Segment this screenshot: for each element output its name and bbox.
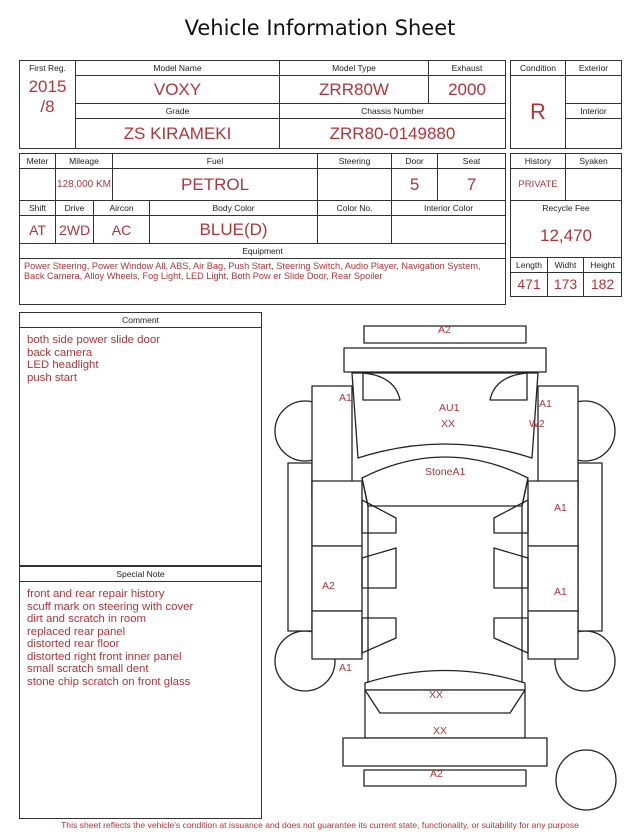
color-no-label: Color No. — [318, 201, 392, 216]
right-rear-door-upper — [528, 546, 578, 611]
comment-line: back camera — [27, 346, 93, 359]
width-label: Widht — [548, 257, 584, 272]
special-note-line: distorted right front inner panel — [27, 650, 182, 663]
damage-left-front-fender: A1 — [339, 392, 352, 404]
seat-value: 7 — [438, 169, 506, 201]
first-reg-month: /8 — [40, 97, 55, 116]
recycle-fee-value: 12,470 — [511, 215, 622, 257]
seat-label: Seat — [438, 154, 506, 169]
left-rear-door-upper — [312, 546, 362, 611]
length-label: Length — [511, 257, 548, 272]
condition-table — [510, 60, 622, 149]
comment-line: LED headlight — [27, 359, 99, 371]
shift-value: AT — [20, 216, 56, 244]
height-label: Height — [584, 257, 622, 272]
rear-bumper-shape — [364, 770, 526, 786]
fuel-label: Fuel — [113, 154, 318, 169]
damage-tailgate: XX — [433, 725, 448, 737]
rear-glass-shape — [365, 671, 525, 691]
syaken-label: Syaken — [566, 154, 622, 169]
equipment-value: Power Steering, Power Window All, ABS, Air Bag, Push Start, Steering Switch, Audio Player, Navigation System, Back Camera, Alloy Wheels, Fog Light, LED Light, Both Pow er Slide Door, Rear Spoiler — [20, 259, 506, 305]
exterior-value — [566, 76, 622, 104]
aircon-label: Aircon — [94, 201, 150, 216]
left-side-strip — [288, 463, 312, 631]
drive-value: 2WD — [56, 216, 94, 244]
condition-label: Condition — [511, 61, 566, 76]
comment-line: push start — [27, 371, 78, 384]
interior-value — [566, 119, 622, 149]
special-note-line: dirt and scratch in room — [27, 613, 147, 625]
car-damage-diagram — [270, 318, 620, 818]
spare-wheel — [556, 750, 616, 810]
rear-panel-shape — [343, 738, 547, 766]
damage-windshield: StoneA1 — [425, 466, 466, 478]
grade-value: ZS KIRAMEKI — [76, 119, 280, 149]
door-value: 5 — [392, 169, 438, 201]
model-name-label: Model Name — [76, 61, 280, 76]
damage-right-front-door: A1 — [554, 502, 567, 514]
history-table — [510, 153, 622, 297]
special-note-line: stone chip scratch on front glass — [27, 675, 191, 688]
comment-list — [20, 328, 261, 390]
width-value: 173 — [548, 272, 584, 296]
meter-value — [20, 169, 56, 201]
disclaimer-footer: This sheet reflects the vehicle's condition at issuance and does not guarantee its current state, functionality, or suitability for any purpose — [61, 820, 579, 830]
damage-right-front-fender-2: W2 — [529, 418, 545, 430]
page-title: Vehicle Information Sheet — [184, 16, 456, 40]
first-reg-label: First Reg. — [29, 63, 66, 73]
drive-label: Drive — [56, 201, 94, 216]
model-name-value: VOXY — [76, 76, 280, 104]
fuel-value: PETROL — [113, 169, 318, 201]
right-front-door — [528, 481, 578, 546]
aircon-value: AC — [94, 216, 150, 244]
damage-hood-au1: AU1 — [439, 402, 460, 414]
damage-right-rear-door: A1 — [554, 586, 567, 598]
history-label: History — [511, 154, 566, 169]
body-color-value: BLUE(D) — [150, 216, 318, 244]
interior-color-value — [392, 216, 506, 244]
left-front-door — [312, 481, 362, 546]
left-rear-door-lower — [312, 611, 362, 659]
model-type-label: Model Type — [280, 61, 429, 76]
body-color-label: Body Color — [150, 201, 318, 216]
interior-color-label: Interior Color — [392, 201, 506, 216]
recycle-fee-label: Recycle Fee — [511, 201, 622, 216]
right-side-strip — [578, 463, 602, 631]
comment-label: Comment — [20, 313, 261, 328]
damage-hood-xx: XX — [441, 418, 456, 430]
syaken-value — [566, 169, 622, 201]
mileage-label: Mileage — [56, 154, 113, 169]
steering-label: Steering — [318, 154, 392, 169]
grade-label: Grade — [76, 104, 280, 119]
special-note-list — [20, 582, 261, 694]
exhaust-label: Exhaust — [429, 61, 506, 76]
special-note-panel — [19, 566, 262, 819]
damage-left-rear-fender: A1 — [339, 662, 352, 674]
meter-label: Meter — [20, 154, 56, 169]
history-value: PRIVATE — [511, 169, 566, 201]
damage-left-rear-door: A2 — [322, 580, 335, 592]
comment-panel — [19, 312, 262, 566]
color-no-value — [318, 216, 392, 244]
length-value: 471 — [511, 272, 548, 296]
door-label: Door — [392, 154, 438, 169]
exterior-label: Exterior — [566, 61, 622, 76]
damage-rear-glass: XX — [429, 689, 444, 701]
spec-table — [19, 60, 506, 149]
chassis-label: Chassis Number — [280, 104, 506, 119]
special-note-label: Special Note — [20, 567, 261, 582]
height-value: 182 — [584, 272, 622, 296]
hood-shape — [352, 373, 538, 458]
right-rear-door-lower — [528, 611, 578, 659]
chassis-value: ZRR80-0149880 — [280, 119, 506, 149]
mileage-value: 128,000 KM — [56, 169, 113, 201]
special-note-line: replaced rear panel — [27, 625, 126, 638]
special-note-line: front and rear repair history — [27, 588, 165, 600]
interior-label: Interior — [566, 104, 622, 119]
steering-value — [318, 169, 392, 201]
condition-value: R — [511, 76, 566, 149]
first-reg-year: 2015 — [28, 77, 67, 96]
equipment-label: Equipment — [20, 244, 506, 259]
special-note-line: scuff mark on steering with cover — [27, 600, 194, 613]
exhaust-value: 2000 — [429, 76, 506, 104]
shift-label: Shift — [20, 201, 56, 216]
front-grille-shape — [344, 348, 546, 372]
comment-line: both side power slide door — [27, 334, 160, 346]
damage-front-bumper: A2 — [438, 324, 451, 336]
first-reg-cell — [20, 61, 76, 149]
special-note-line: distorted rear floor — [27, 638, 120, 650]
spec-table-2 — [19, 153, 506, 305]
damage-right-front-fender: A1 — [539, 398, 552, 410]
damage-rear-bumper: A2 — [430, 768, 443, 780]
special-note-line: small scratch small dent — [27, 663, 149, 675]
windshield-shape — [362, 457, 528, 506]
model-type-value: ZRR80W — [280, 76, 429, 104]
